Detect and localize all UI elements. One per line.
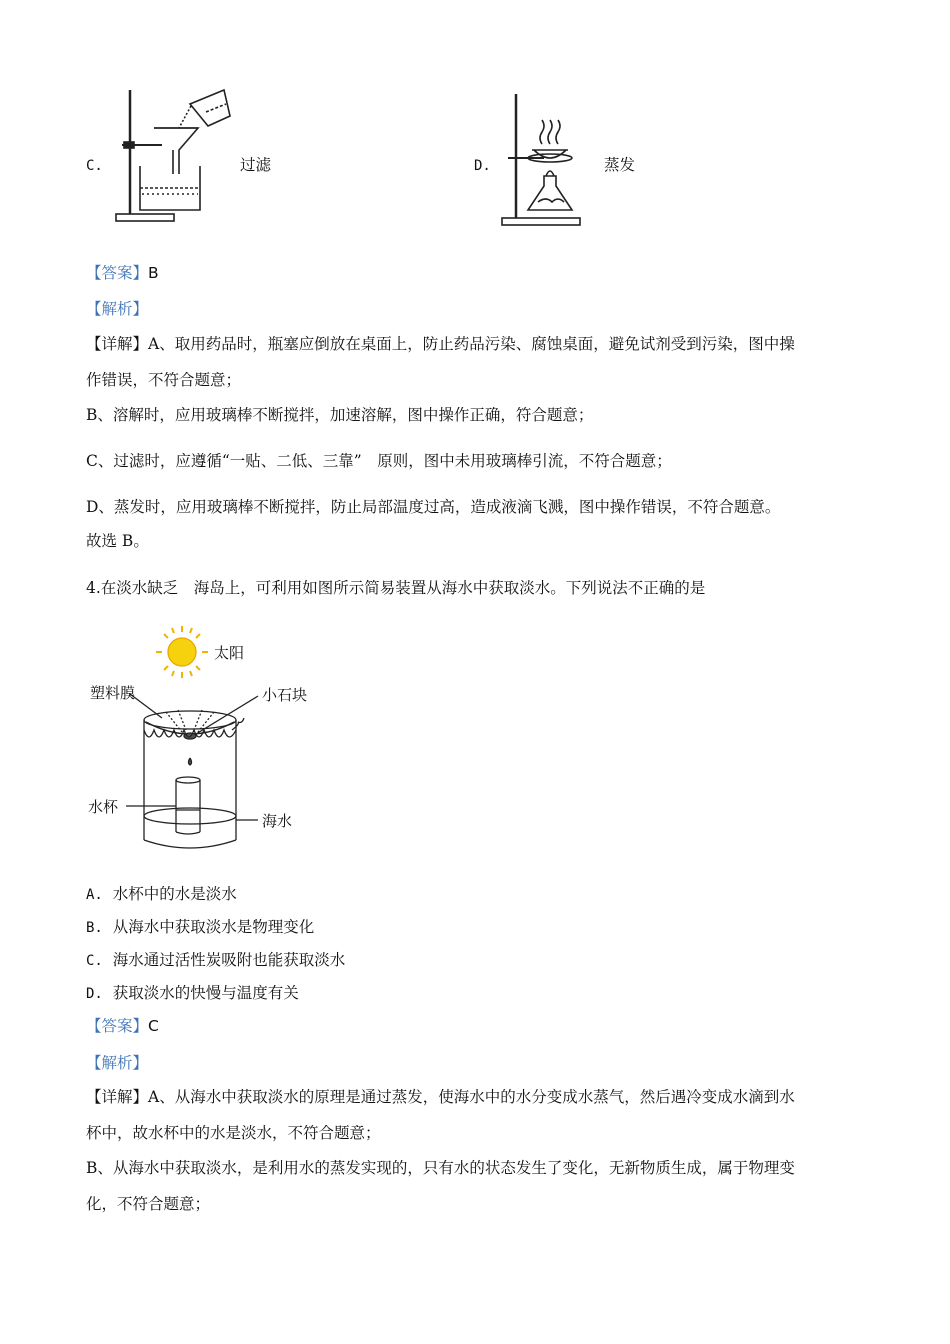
q3-detail-a-line2: 作错误，不符合题意；: [86, 371, 242, 389]
q3-detail-a-line1: [86, 334, 795, 354]
detail-text: A、取用药品时，瓶塞应倒放在桌面上，防止药品污染、腐蚀桌面，避免试剂受到污染，图中操: [148, 335, 795, 353]
option-letter: C.: [86, 953, 103, 969]
option-text: 海水通过活性炭吸附也能获取淡水: [112, 951, 346, 969]
option-c-letter: C.: [86, 158, 103, 174]
q3-analysis-tag: 【解析】: [86, 300, 149, 318]
answer-value: C: [148, 1017, 159, 1035]
q4-detail-a-line2: 杯中，故水杯中的水是淡水，不符合题意；: [86, 1124, 381, 1142]
option-text: 水杯中的水是淡水: [112, 885, 237, 903]
q4-option-c: [86, 950, 345, 971]
answer-value: B: [148, 264, 159, 282]
q4-option-b: [86, 917, 314, 938]
q3-answer: [86, 263, 159, 283]
q4-detail-b-line2: 化，不符合题意；: [86, 1195, 211, 1213]
answer-tag: 【答案】: [86, 1017, 149, 1035]
label-cup: 水杯: [88, 798, 119, 816]
q4-detail-a-line1: [86, 1087, 795, 1107]
solar-still-figure: [86, 620, 326, 860]
q4-option-a: [86, 884, 237, 905]
option-d-caption: 蒸发: [604, 156, 636, 174]
label-stone: 小石块: [262, 686, 308, 704]
q4-analysis-tag: 【解析】: [86, 1054, 149, 1072]
q3-detail-d: D、蒸发时，应用玻璃棒不断搅拌，防止局部温度过高，造成液滴飞溅，图中操作错误，不符合题意。: [86, 498, 781, 516]
detail-text: A、从海水中获取淡水的原理是通过蒸发，使海水中的水分变成水蒸气，然后遇冷变成水滴到水: [148, 1088, 795, 1106]
detail-tag: 【详解】: [86, 335, 149, 353]
label-film: 塑料膜: [90, 684, 136, 702]
option-text: 获取淡水的快慢与温度有关: [112, 984, 299, 1002]
option-d-letter: D.: [474, 158, 491, 174]
q4-detail-b-line1: B、从海水中获取淡水，是利用水的蒸发实现的，只有水的状态发生了变化，无新物质生成，属于物理变: [86, 1159, 795, 1177]
option-letter: D.: [86, 986, 103, 1002]
q3-detail-c: C、过滤时，应遵循“一贴、二低、三靠” 原则，图中未用玻璃棒引流，不符合题意；: [86, 452, 672, 470]
option-c-caption: 过滤: [240, 156, 272, 174]
option-letter: B.: [86, 920, 103, 936]
q3-detail-b: B、溶解时，应用玻璃棒不断搅拌，加速溶解，图中操作正确，符合题意；: [86, 406, 594, 424]
label-seawater: 海水: [262, 812, 293, 830]
q4-stem: 4.在淡水缺乏 海岛上，可利用如图所示简易装置从海水中获取淡水。下列说法不正确的是: [86, 579, 706, 597]
q4-answer: [86, 1016, 159, 1036]
option-text: 从海水中获取淡水是物理变化: [112, 918, 315, 936]
evaporation-apparatus-figure: [498, 90, 598, 228]
label-sun: 太阳: [214, 644, 245, 662]
answer-tag: 【答案】: [86, 264, 149, 282]
q4-option-d: [86, 983, 299, 1004]
detail-tag: 【详解】: [86, 1088, 149, 1106]
q3-conclusion: 故选 B。: [86, 532, 149, 550]
sun-icon: [168, 638, 196, 666]
option-letter: A.: [86, 887, 103, 903]
filtration-apparatus-figure: [112, 82, 242, 227]
